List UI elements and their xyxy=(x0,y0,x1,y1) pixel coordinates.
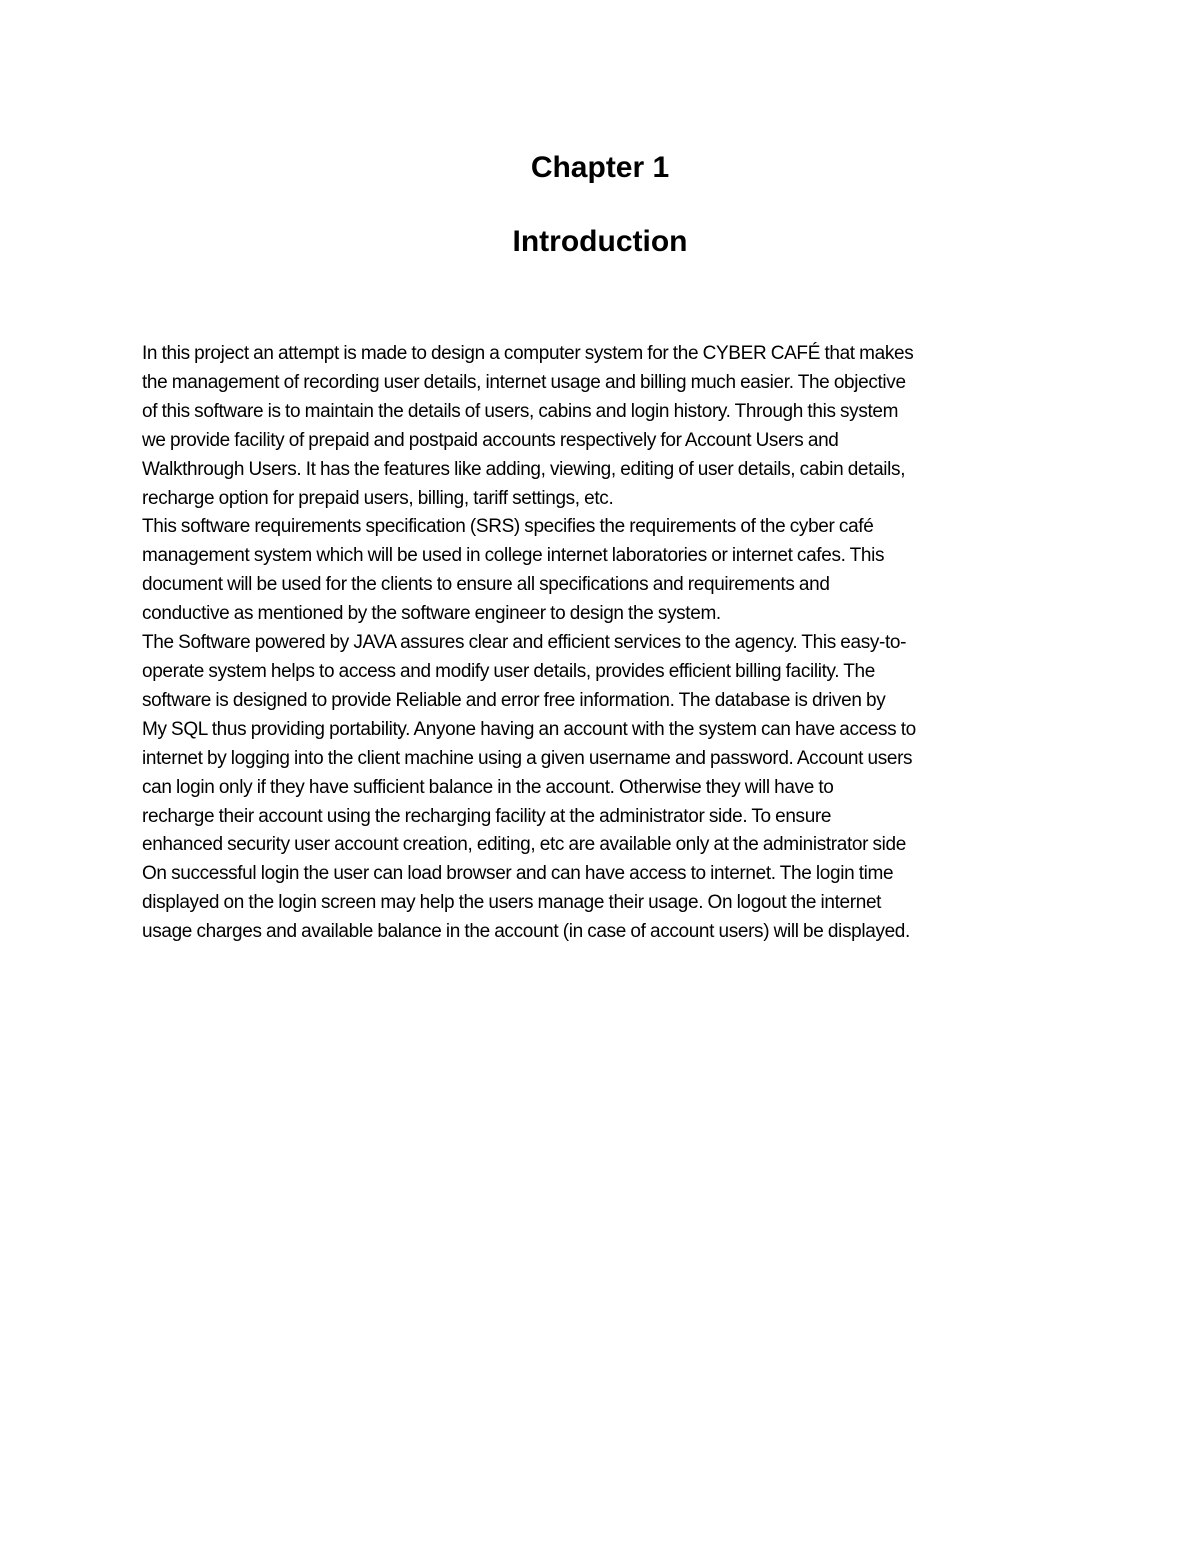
body-line: In this project an attempt is made to design a computer system for the CYBER CAFÉ that makes xyxy=(142,343,914,364)
body-line: enhanced security user account creation, editing, etc are available only at the administrator side xyxy=(142,834,906,856)
body-line: internet by logging into the client machine using a given username and password. Account users xyxy=(142,747,913,769)
body-line: the management of recording user details, internet usage and billing much easier. The objective xyxy=(142,371,906,393)
body-line: usage charges and available balance in the account (in case of account users) will be displayed. xyxy=(142,921,910,943)
chapter-title-heading: Introduction xyxy=(512,225,688,258)
body-line: My SQL thus providing portability. Anyone having an account with the system can have access to xyxy=(142,718,916,740)
introduction-body xyxy=(142,340,1072,947)
body-line: of this software is to maintain the details of users, cabins and login history. Through this system xyxy=(142,400,899,422)
body-line: This software requirements specification (SRS) specifies the requirements of the cyber café xyxy=(142,516,874,538)
body-line: displayed on the login screen may help the users manage their usage. On logout the internet xyxy=(142,892,882,914)
body-line: The Software powered by JAVA assures clear and efficient services to the agency. This easy-to- xyxy=(142,632,907,654)
body-line: we provide facility of prepaid and postpaid accounts respectively for Account Users and xyxy=(142,429,839,451)
body-line: software is designed to provide Reliable and error free information. The database is driven by xyxy=(142,689,886,711)
body-line: can login only if they have sufficient balance in the account. Otherwise they will have to xyxy=(142,776,834,798)
chapter-number-heading: Chapter 1 xyxy=(530,151,670,184)
body-line: Walkthrough Users. It has the features like adding, viewing, editing of user details, cabin details, xyxy=(142,458,906,480)
body-line: management system which will be used in college internet laboratories or internet cafes. This xyxy=(142,545,885,567)
body-line: On successful login the user can load browser and can have access to internet. The login time xyxy=(142,863,894,885)
body-line: recharge option for prepaid users, billing, tariff settings, etc. xyxy=(142,487,614,509)
body-line: recharge their account using the recharging facility at the administrator side. To ensure xyxy=(142,805,832,827)
body-line: operate system helps to access and modify user details, provides efficient billing facility. The xyxy=(142,660,875,682)
body-line: conductive as mentioned by the software engineer to design the system. xyxy=(142,603,721,625)
body-line: document will be used for the clients to ensure all specifications and requirements and xyxy=(142,574,830,596)
